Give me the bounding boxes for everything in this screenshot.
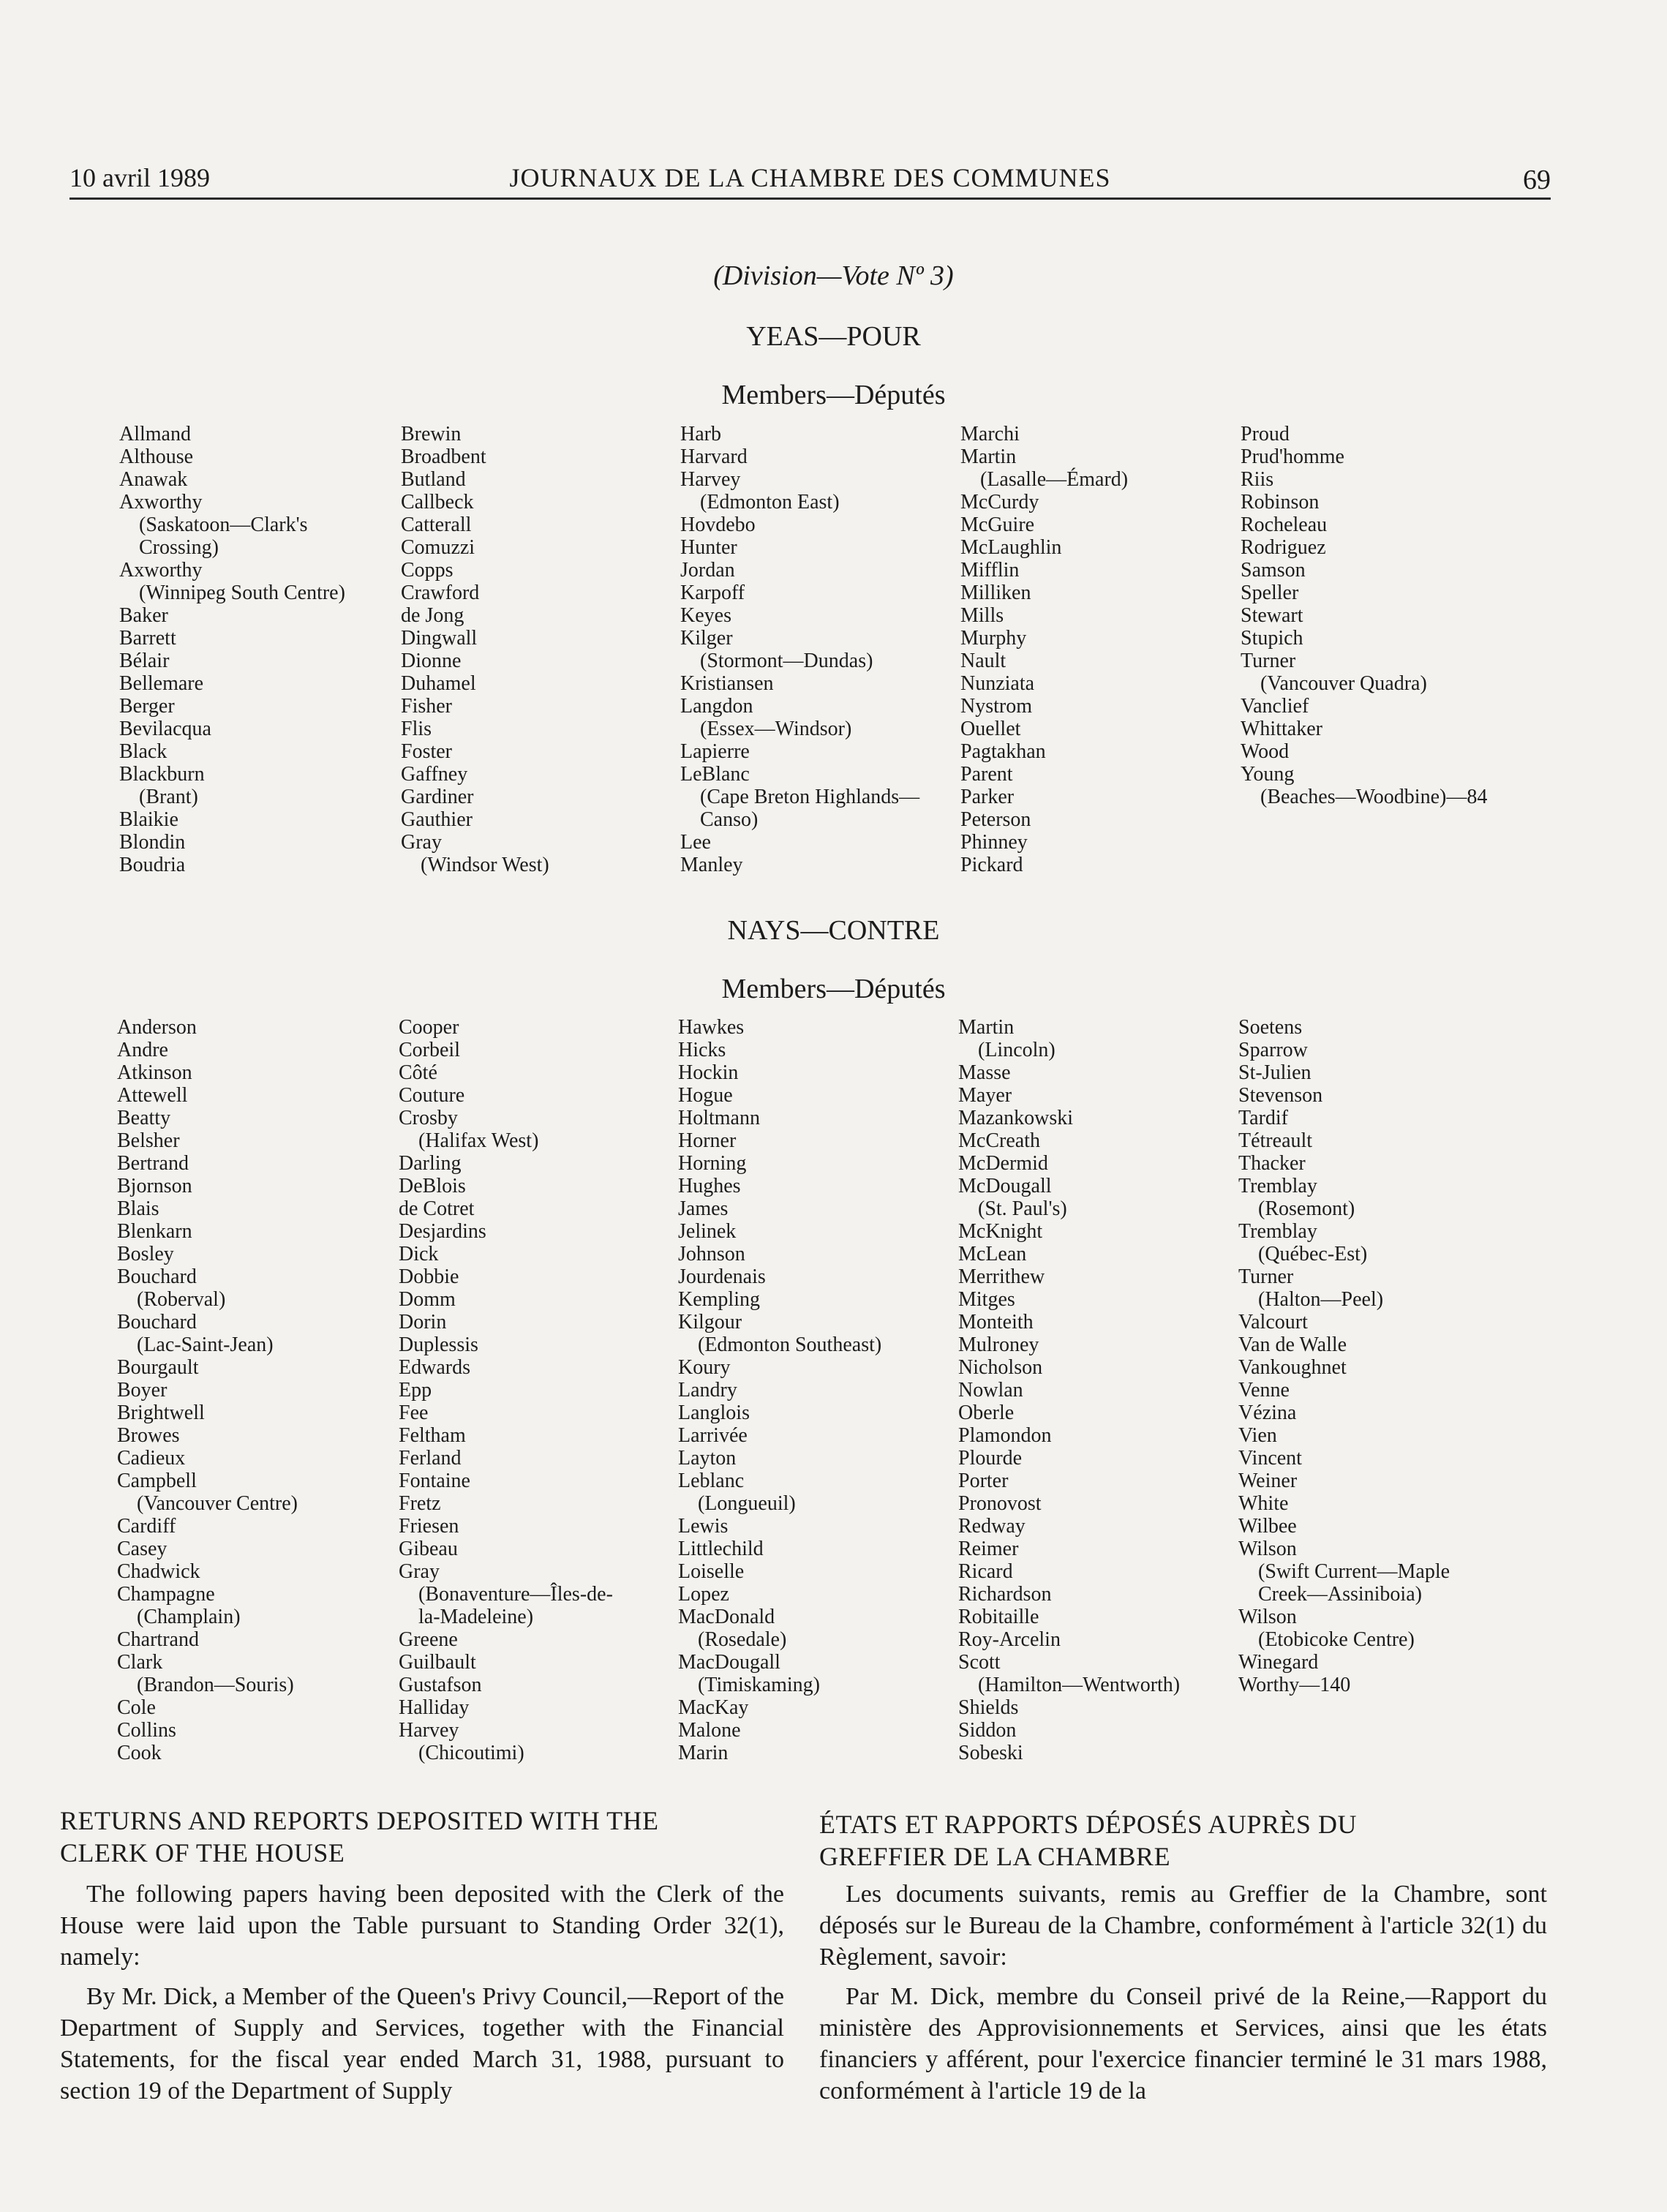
returns-en-title-line1: RETURNS AND REPORTS DEPOSITED WITH THE bbox=[60, 1806, 659, 1835]
member-name: Whittaker bbox=[1241, 718, 1322, 740]
member-name: (Québec-Est) bbox=[1258, 1243, 1368, 1265]
member-name: Fee bbox=[399, 1402, 429, 1424]
member-name: MacKay bbox=[678, 1696, 749, 1719]
member-name: Desjardins bbox=[399, 1220, 486, 1243]
member-name: (Edmonton East) bbox=[700, 491, 840, 514]
member-name: (Timiskaming) bbox=[698, 1674, 820, 1696]
member-name: Duhamel bbox=[401, 672, 476, 695]
returns-en-item: By Mr. Dick, a Member of the Queen's Privy Council,—Report of the Department of Supply and Services, together with the Financial Statements, for the fiscal year ended March 31, 1988, pursuant to section 19 of the Department of Supply bbox=[60, 1983, 784, 2104]
member-name: Jourdenais bbox=[678, 1265, 766, 1288]
member-name: Crossing) bbox=[139, 536, 219, 559]
member-name: (St. Paul's) bbox=[978, 1197, 1067, 1220]
member-name: Thacker bbox=[1238, 1152, 1306, 1175]
nays-heading: NAYS—CONTRE bbox=[727, 915, 940, 946]
member-name: Mayer bbox=[958, 1084, 1012, 1107]
member-name: Fisher bbox=[401, 695, 452, 718]
member-name: Halliday bbox=[399, 1696, 470, 1719]
nays-column-2 bbox=[399, 1016, 613, 1764]
member-name: Weiner bbox=[1238, 1470, 1298, 1492]
member-name: de Jong bbox=[401, 604, 464, 627]
member-name: Pagtakhan bbox=[960, 740, 1046, 763]
member-name: Parent bbox=[960, 763, 1013, 786]
member-name: Fontaine bbox=[399, 1470, 470, 1492]
returns-en-title bbox=[60, 1805, 806, 1869]
member-name: McKnight bbox=[958, 1220, 1043, 1243]
yeas-heading: YEAS—POUR bbox=[746, 321, 921, 352]
member-name: St-Julien bbox=[1238, 1061, 1312, 1084]
member-name: Roy-Arcelin bbox=[958, 1628, 1061, 1651]
member-name: Wilson bbox=[1238, 1538, 1297, 1560]
member-name: Lapierre bbox=[680, 740, 750, 763]
member-name: Bosley bbox=[117, 1243, 174, 1265]
member-name: McLean bbox=[958, 1243, 1027, 1265]
member-name: Couture bbox=[399, 1084, 465, 1107]
member-name: Copps bbox=[401, 559, 454, 582]
member-name: Martin bbox=[960, 445, 1017, 468]
member-name: Dingwall bbox=[401, 627, 478, 650]
member-name: Merrithew bbox=[958, 1265, 1045, 1288]
member-name: (Vancouver Quadra) bbox=[1260, 672, 1427, 695]
member-name: Young bbox=[1241, 763, 1295, 786]
member-name: Larrivée bbox=[678, 1424, 748, 1447]
member-name: Callbeck bbox=[401, 491, 474, 514]
returns-fr-title-line1: ÉTATS ET RAPPORTS DÉPOSÉS AUPRÈS DU bbox=[819, 1810, 1357, 1839]
member-name: Dorin bbox=[399, 1311, 447, 1333]
member-name: Cook bbox=[117, 1742, 162, 1764]
member-name: Nault bbox=[960, 650, 1006, 672]
member-name: Van de Walle bbox=[1238, 1333, 1347, 1356]
member-name: Cooper bbox=[399, 1016, 459, 1039]
member-name: Malone bbox=[678, 1719, 741, 1742]
member-name: Gardiner bbox=[401, 786, 474, 808]
member-name: Lee bbox=[680, 831, 711, 854]
member-name: Richardson bbox=[958, 1583, 1052, 1606]
member-name: Wilson bbox=[1238, 1606, 1297, 1628]
nays-column-1 bbox=[117, 1016, 298, 1764]
member-name: Berger bbox=[119, 695, 175, 718]
member-name: Speller bbox=[1241, 582, 1299, 604]
member-name: Axworthy bbox=[119, 559, 203, 582]
member-name: Bouchard bbox=[117, 1265, 197, 1288]
member-name: Mitges bbox=[958, 1288, 1015, 1311]
member-name: Bourgault bbox=[117, 1356, 199, 1379]
member-name: Kilger bbox=[680, 627, 733, 650]
member-name: Edwards bbox=[399, 1356, 470, 1379]
member-name: Vanclief bbox=[1241, 695, 1309, 718]
member-name: Mazankowski bbox=[958, 1107, 1074, 1129]
member-name: Creek—Assiniboia) bbox=[1258, 1583, 1422, 1606]
member-name: Ouellet bbox=[960, 718, 1021, 740]
member-name: Gray bbox=[401, 831, 442, 854]
member-name: LeBlanc bbox=[680, 763, 750, 786]
member-name: Anderson bbox=[117, 1016, 197, 1039]
member-name: Mifflin bbox=[960, 559, 1020, 582]
member-name: Champagne bbox=[117, 1583, 215, 1606]
member-name: Gaffney bbox=[401, 763, 468, 786]
member-name: Leblanc bbox=[678, 1470, 745, 1492]
page-header bbox=[69, 159, 1551, 200]
member-name: Kilgour bbox=[678, 1311, 742, 1333]
member-name: Vien bbox=[1238, 1424, 1277, 1447]
member-name: Pronovost bbox=[958, 1492, 1042, 1515]
member-name: Hughes bbox=[678, 1175, 741, 1197]
member-name: Loiselle bbox=[678, 1560, 745, 1583]
member-name: (Cape Breton Highlands— bbox=[700, 786, 920, 808]
member-name: Prud'homme bbox=[1241, 445, 1344, 468]
member-name: Comuzzi bbox=[401, 536, 475, 559]
member-name: DeBlois bbox=[399, 1175, 466, 1197]
member-name: Manley bbox=[680, 854, 743, 876]
member-name: (Swift Current—Maple bbox=[1258, 1560, 1450, 1583]
member-name: Dionne bbox=[401, 650, 462, 672]
member-name: Venne bbox=[1238, 1379, 1290, 1402]
member-name: Rodriguez bbox=[1241, 536, 1326, 559]
member-name: Shields bbox=[958, 1696, 1019, 1719]
member-name: (Halton—Peel) bbox=[1258, 1288, 1384, 1311]
member-name: Masse bbox=[958, 1061, 1011, 1084]
member-name: Porter bbox=[958, 1470, 1009, 1492]
member-name: Kristiansen bbox=[680, 672, 774, 695]
member-name: (Vancouver Centre) bbox=[137, 1492, 298, 1515]
member-name: Friesen bbox=[399, 1515, 459, 1538]
member-name: Marchi bbox=[960, 423, 1020, 445]
member-name: Ricard bbox=[958, 1560, 1013, 1583]
member-name: Kempling bbox=[678, 1288, 760, 1311]
member-name: Attewell bbox=[117, 1084, 188, 1107]
member-name: Stevenson bbox=[1238, 1084, 1323, 1107]
member-name: (Lincoln) bbox=[978, 1039, 1055, 1061]
member-name: Greene bbox=[399, 1628, 458, 1651]
member-name: (Lasalle—Émard) bbox=[980, 468, 1129, 491]
member-name: Monteith bbox=[958, 1311, 1034, 1333]
nays-column-5 bbox=[1238, 1016, 1450, 1696]
member-name: Vincent bbox=[1238, 1447, 1302, 1470]
returns-fr-title bbox=[819, 1808, 1580, 1873]
member-name: Redway bbox=[958, 1515, 1026, 1538]
member-name: (Lac-Saint-Jean) bbox=[137, 1333, 274, 1356]
member-name: Johnson bbox=[678, 1243, 745, 1265]
member-name: Keyes bbox=[680, 604, 731, 627]
member-name: Lopez bbox=[678, 1583, 729, 1606]
division-label: (Division—Vote Nº 3) bbox=[713, 260, 954, 291]
member-name: Wood bbox=[1241, 740, 1290, 763]
member-name: Bellemare bbox=[119, 672, 204, 695]
member-name: Dick bbox=[399, 1243, 439, 1265]
member-name: Horner bbox=[678, 1129, 737, 1152]
member-name: Holtmann bbox=[678, 1107, 760, 1129]
member-name: Cardiff bbox=[117, 1515, 176, 1538]
member-name: Tremblay bbox=[1238, 1175, 1317, 1197]
member-name: Winegard bbox=[1238, 1651, 1319, 1674]
member-name: Blondin bbox=[119, 831, 186, 854]
member-name: Hawkes bbox=[678, 1016, 745, 1039]
member-name: Bjornson bbox=[117, 1175, 192, 1197]
member-name: Blaikie bbox=[119, 808, 178, 831]
member-name: Broadbent bbox=[401, 445, 486, 468]
member-name: (Brant) bbox=[139, 786, 198, 808]
member-name: Bertrand bbox=[117, 1152, 189, 1175]
member-name: Browes bbox=[117, 1424, 180, 1447]
member-name: Robinson bbox=[1241, 491, 1320, 514]
member-name: Nicholson bbox=[958, 1356, 1043, 1379]
member-name: Gauthier bbox=[401, 808, 473, 831]
member-name: Layton bbox=[678, 1447, 737, 1470]
member-name: Tétreault bbox=[1238, 1129, 1313, 1152]
member-name: Domm bbox=[399, 1288, 456, 1311]
member-name: Rocheleau bbox=[1241, 514, 1328, 536]
returns-en-title-line2: CLERK OF THE HOUSE bbox=[60, 1838, 345, 1867]
member-name: Karpoff bbox=[680, 582, 745, 604]
member-name: Jelinek bbox=[678, 1220, 737, 1243]
member-name: Valcourt bbox=[1238, 1311, 1308, 1333]
member-name: Lewis bbox=[678, 1515, 729, 1538]
member-name: Ferland bbox=[399, 1447, 462, 1470]
member-name: Nunziata bbox=[960, 672, 1035, 695]
member-name: Baker bbox=[119, 604, 168, 627]
member-name: Martin bbox=[958, 1016, 1015, 1039]
member-name: Nystrom bbox=[960, 695, 1032, 718]
member-name: Blackburn bbox=[119, 763, 205, 786]
yeas-column-1 bbox=[119, 423, 345, 876]
member-name: (Hamilton—Wentworth) bbox=[978, 1674, 1181, 1696]
member-name: Bouchard bbox=[117, 1311, 197, 1333]
member-name: Dobbie bbox=[399, 1265, 459, 1288]
member-name: Brightwell bbox=[117, 1402, 205, 1424]
member-name: Turner bbox=[1238, 1265, 1294, 1288]
nays-column-3 bbox=[678, 1016, 881, 1764]
member-name: Peterson bbox=[960, 808, 1031, 831]
member-name: Oberle bbox=[958, 1402, 1015, 1424]
member-name: (Essex—Windsor) bbox=[700, 718, 852, 740]
member-name: (Halifax West) bbox=[418, 1129, 539, 1152]
member-name: Darling bbox=[399, 1152, 462, 1175]
member-name: Horning bbox=[678, 1152, 747, 1175]
member-name: Harvey bbox=[399, 1719, 459, 1742]
member-name: Hockin bbox=[678, 1061, 739, 1084]
member-name: Mills bbox=[960, 604, 1004, 627]
member-name: Brewin bbox=[401, 423, 462, 445]
member-name: McDermid bbox=[958, 1152, 1048, 1175]
member-name: Tremblay bbox=[1238, 1220, 1317, 1243]
member-name: Jordan bbox=[680, 559, 735, 582]
member-name: Barrett bbox=[119, 627, 176, 650]
member-name: Marin bbox=[678, 1742, 729, 1764]
member-name: Sobeski bbox=[958, 1742, 1023, 1764]
yeas-column-4 bbox=[960, 423, 1128, 876]
member-name: Black bbox=[119, 740, 168, 763]
member-name: Axworthy bbox=[119, 491, 203, 514]
member-name: Atkinson bbox=[117, 1061, 192, 1084]
member-name: White bbox=[1238, 1492, 1289, 1515]
returns-fr-title-line2: GREFFIER DE LA CHAMBRE bbox=[819, 1842, 1171, 1871]
member-name: Milliken bbox=[960, 582, 1031, 604]
member-name: Feltham bbox=[399, 1424, 466, 1447]
member-name: Althouse bbox=[119, 445, 194, 468]
member-name: (Roberval) bbox=[137, 1288, 226, 1311]
member-name: MacDougall bbox=[678, 1651, 780, 1674]
member-name: Harvard bbox=[680, 445, 748, 468]
member-name: Soetens bbox=[1238, 1016, 1303, 1039]
member-name: McLaughlin bbox=[960, 536, 1062, 559]
member-name: Robitaille bbox=[958, 1606, 1039, 1628]
returns-fr-item: Par M. Dick, membre du Conseil privé de la Reine,—Rapport du ministère des Approvisionnements et Services, ainsi que les états financiers y afférent, pour l'exercice financier terminé le 31 mars 1988, conformément à l'article 19 de la bbox=[819, 1983, 1547, 2104]
member-name: Proud bbox=[1241, 423, 1290, 445]
member-name: McCreath bbox=[958, 1129, 1040, 1152]
member-name: Turner bbox=[1241, 650, 1296, 672]
member-name: Flis bbox=[401, 718, 432, 740]
yeas-column-5 bbox=[1241, 423, 1487, 808]
member-name: Gibeau bbox=[399, 1538, 458, 1560]
member-name: Belsher bbox=[117, 1129, 180, 1152]
member-name: Siddon bbox=[958, 1719, 1017, 1742]
member-name: Côté bbox=[399, 1061, 437, 1084]
member-name: Koury bbox=[678, 1356, 731, 1379]
member-name: (Brandon—Souris) bbox=[137, 1674, 294, 1696]
member-name: Duplessis bbox=[399, 1333, 478, 1356]
member-name: Foster bbox=[401, 740, 452, 763]
member-name: Crosby bbox=[399, 1107, 458, 1129]
member-name: (Saskatoon—Clark's bbox=[139, 514, 308, 536]
member-name: (Etobicoke Centre) bbox=[1258, 1628, 1415, 1651]
member-name: Murphy bbox=[960, 627, 1027, 650]
member-name: (Edmonton Southeast) bbox=[698, 1333, 882, 1356]
member-name: Corbeil bbox=[399, 1039, 460, 1061]
member-name: Vankoughnet bbox=[1238, 1356, 1347, 1379]
member-name: Harvey bbox=[680, 468, 741, 491]
nays-column-4 bbox=[958, 1016, 1180, 1764]
member-name: Catterall bbox=[401, 514, 472, 536]
member-name: Blais bbox=[117, 1197, 159, 1220]
member-name: (Stormont—Dundas) bbox=[700, 650, 873, 672]
member-name: Tardif bbox=[1238, 1107, 1289, 1129]
member-name: Gray bbox=[399, 1560, 440, 1583]
page-number: 69 bbox=[1523, 165, 1551, 195]
member-name: Wilbee bbox=[1238, 1515, 1297, 1538]
member-name: Harb bbox=[680, 423, 721, 445]
member-name: Chadwick bbox=[117, 1560, 200, 1583]
member-name: McGuire bbox=[960, 514, 1035, 536]
member-name: de Cotret bbox=[399, 1197, 475, 1220]
member-name: Cole bbox=[117, 1696, 156, 1719]
member-name: Andre bbox=[117, 1039, 168, 1061]
member-name: Hovdebo bbox=[680, 514, 756, 536]
member-name: Casey bbox=[117, 1538, 168, 1560]
member-name: Mulroney bbox=[958, 1333, 1039, 1356]
member-name: MacDonald bbox=[678, 1606, 775, 1628]
member-name: Allmand bbox=[119, 423, 191, 445]
member-name: (Winnipeg South Centre) bbox=[139, 582, 345, 604]
member-name: Stupich bbox=[1241, 627, 1303, 650]
member-name: Hicks bbox=[678, 1039, 726, 1061]
member-name: Canso) bbox=[700, 808, 759, 831]
member-name: Reimer bbox=[958, 1538, 1019, 1560]
member-name: (Beaches—Woodbine)—84 bbox=[1260, 786, 1488, 808]
member-name: Guilbault bbox=[399, 1651, 476, 1674]
member-name: (Longueuil) bbox=[698, 1492, 796, 1515]
member-name: Bélair bbox=[119, 650, 170, 672]
member-name: Boyer bbox=[117, 1379, 168, 1402]
member-name: (Rosedale) bbox=[698, 1628, 787, 1651]
member-name: Stewart bbox=[1241, 604, 1303, 627]
member-name: Anawak bbox=[119, 468, 188, 491]
nays-subheading: Members—Députés bbox=[721, 974, 946, 1004]
member-name: (Rosemont) bbox=[1258, 1197, 1355, 1220]
member-name: Chartrand bbox=[117, 1628, 199, 1651]
yeas-subheading: Members—Députés bbox=[721, 380, 946, 410]
member-name: Parker bbox=[960, 786, 1015, 808]
member-name: James bbox=[678, 1197, 729, 1220]
yeas-column-3 bbox=[680, 423, 919, 876]
member-name: Fretz bbox=[399, 1492, 441, 1515]
member-name: Campbell bbox=[117, 1470, 197, 1492]
member-name: Vézina bbox=[1238, 1402, 1297, 1424]
member-name: Butland bbox=[401, 468, 466, 491]
journal-title: JOURNAUX DE LA CHAMBRE DES COMMUNES bbox=[509, 163, 1111, 192]
member-name: McDougall bbox=[958, 1175, 1052, 1197]
member-name: Langdon bbox=[680, 695, 753, 718]
member-name: Beatty bbox=[117, 1107, 171, 1129]
member-name: Nowlan bbox=[958, 1379, 1023, 1402]
member-name: (Champlain) bbox=[137, 1606, 241, 1628]
member-name: Sparrow bbox=[1238, 1039, 1308, 1061]
member-name: Bevilacqua bbox=[119, 718, 211, 740]
member-name: Worthy—140 bbox=[1238, 1674, 1351, 1696]
member-name: Plourde bbox=[958, 1447, 1023, 1470]
member-name: (Windsor West) bbox=[421, 854, 549, 876]
member-name: Littlechild bbox=[678, 1538, 764, 1560]
member-name: Epp bbox=[399, 1379, 432, 1402]
member-name: Hunter bbox=[680, 536, 737, 559]
member-name: Plamondon bbox=[958, 1424, 1052, 1447]
member-name: Pickard bbox=[960, 854, 1023, 876]
member-name: Blenkarn bbox=[117, 1220, 192, 1243]
member-name: (Chicoutimi) bbox=[418, 1742, 524, 1764]
member-name: Phinney bbox=[960, 831, 1028, 854]
member-name: la-Madeleine) bbox=[418, 1606, 534, 1628]
returns-en-intro: The following papers having been deposited with the Clerk of the House were laid upon the Table pursuant to Standing Order 32(1), namely: bbox=[60, 1881, 784, 1971]
yeas-column-2 bbox=[401, 423, 549, 876]
member-name: (Bonaventure—Îles-de- bbox=[418, 1583, 613, 1606]
member-name: Riis bbox=[1241, 468, 1274, 491]
returns-fr-intro: Les documents suivants, remis au Greffier de la Chambre, sont déposés sur le Bureau de la Chambre, conformément à l'article 32(1) du Règlement, savoir: bbox=[819, 1881, 1547, 1971]
member-name: Hogue bbox=[678, 1084, 733, 1107]
member-name: Collins bbox=[117, 1719, 176, 1742]
member-name: Landry bbox=[678, 1379, 737, 1402]
member-name: Cadieux bbox=[117, 1447, 186, 1470]
header-date: 10 avril 1989 bbox=[69, 163, 210, 192]
member-name: McCurdy bbox=[960, 491, 1039, 514]
member-name: Langlois bbox=[678, 1402, 750, 1424]
member-name: Clark bbox=[117, 1651, 163, 1674]
member-name: Boudria bbox=[119, 854, 186, 876]
member-name: Gustafson bbox=[399, 1674, 482, 1696]
member-name: Crawford bbox=[401, 582, 480, 604]
member-name: Scott bbox=[958, 1651, 1001, 1674]
member-name: Samson bbox=[1241, 559, 1306, 582]
